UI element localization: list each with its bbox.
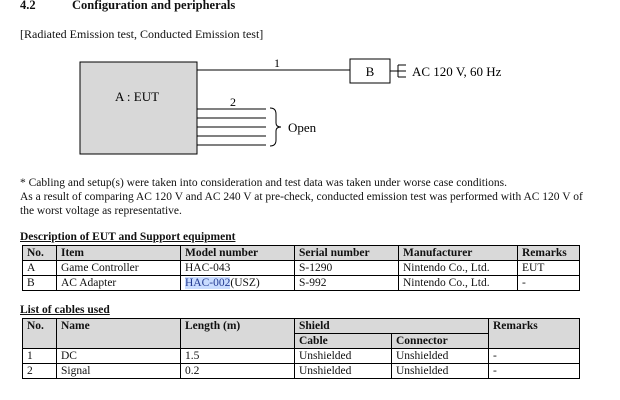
header-remarks: Remarks <box>489 319 580 349</box>
header-no: No. <box>23 246 57 261</box>
model-number-highlight[interactable]: HAC-002 <box>185 277 231 289</box>
cable-2-lines <box>197 109 266 145</box>
model-number-suffix: (USZ) <box>230 277 260 289</box>
header-connector: Connector <box>392 334 489 349</box>
header-shield: Shield <box>295 319 489 334</box>
table-row <box>23 349 580 364</box>
cell-serial: S-1290 <box>295 261 399 276</box>
cell-serial: S-992 <box>295 276 399 291</box>
power-label: AC 120 V, 60 Hz <box>412 64 502 79</box>
table-row <box>23 261 580 276</box>
header-no: No. <box>23 319 57 349</box>
model-number: HAC-043 <box>185 262 231 274</box>
cell-name: Signal <box>57 364 181 379</box>
cell-model <box>181 276 295 291</box>
header-length: Length (m) <box>181 319 295 349</box>
eut-box <box>80 62 197 154</box>
cell-no: B <box>23 276 57 291</box>
header-cable: Cable <box>295 334 392 349</box>
cable-table-header <box>23 319 580 334</box>
header-serial-number: Serial number <box>295 246 399 261</box>
header-item: Item <box>57 246 181 261</box>
eut-table <box>22 245 580 291</box>
cell-remarks: - <box>489 349 580 364</box>
cell-no: 2 <box>23 364 57 379</box>
cell-no: A <box>23 261 57 276</box>
cell-remarks: EUT <box>518 261 580 276</box>
configuration-diagram <box>0 0 620 175</box>
cell-model <box>181 261 295 276</box>
cell-item: Game Controller <box>57 261 181 276</box>
eut-table-header <box>23 246 580 261</box>
cell-remarks: - <box>489 364 580 379</box>
note-line-3: the worst voltage as representative. <box>20 205 182 217</box>
cable-2-label: 2 <box>230 95 236 109</box>
section-title: Configuration and peripherals <box>72 0 236 12</box>
cell-remarks: - <box>518 276 580 291</box>
cable-table-title: List of cables used <box>20 304 110 316</box>
cell-cable: Unshielded <box>295 349 392 364</box>
cell-manufacturer: Nintendo Co., Ltd. <box>399 276 518 291</box>
table-row <box>23 364 580 379</box>
cell-connector: Unshielded <box>392 349 489 364</box>
ac-plug-symbol <box>390 65 406 77</box>
cell-cable: Unshielded <box>295 364 392 379</box>
cable-1-label: 1 <box>274 56 280 70</box>
section-subtitle: [Radiated Emission test, Conducted Emission test] <box>20 27 264 41</box>
header-name: Name <box>57 319 181 349</box>
header-manufacturer: Manufacturer <box>399 246 518 261</box>
support-box-label: B <box>365 64 375 79</box>
eut-label: A : EUT <box>114 89 160 104</box>
cell-name: DC <box>57 349 181 364</box>
cell-length: 1.5 <box>181 349 295 364</box>
cell-length: 0.2 <box>181 364 295 379</box>
cable-table <box>22 318 580 379</box>
open-label: Open <box>288 120 317 135</box>
eut-table-title: Description of EUT and Support equipment <box>20 231 236 243</box>
header-remarks: Remarks <box>518 246 580 261</box>
cell-item: AC Adapter <box>57 276 181 291</box>
header-model-number: Model number <box>181 246 295 261</box>
cell-no: 1 <box>23 349 57 364</box>
note-line-1: * Cabling and setup(s) were taken into consideration and test data was taken under worse case conditions. <box>20 177 508 189</box>
table-row <box>23 276 580 291</box>
open-brace <box>270 108 281 146</box>
note-line-2: As a result of comparing AC 120 V and AC 240 V at pre-check, conducted emission test was performed with AC 120 V of <box>20 191 583 203</box>
section-number: 4.2 <box>20 0 36 12</box>
cell-manufacturer: Nintendo Co., Ltd. <box>399 261 518 276</box>
cell-connector: Unshielded <box>392 364 489 379</box>
